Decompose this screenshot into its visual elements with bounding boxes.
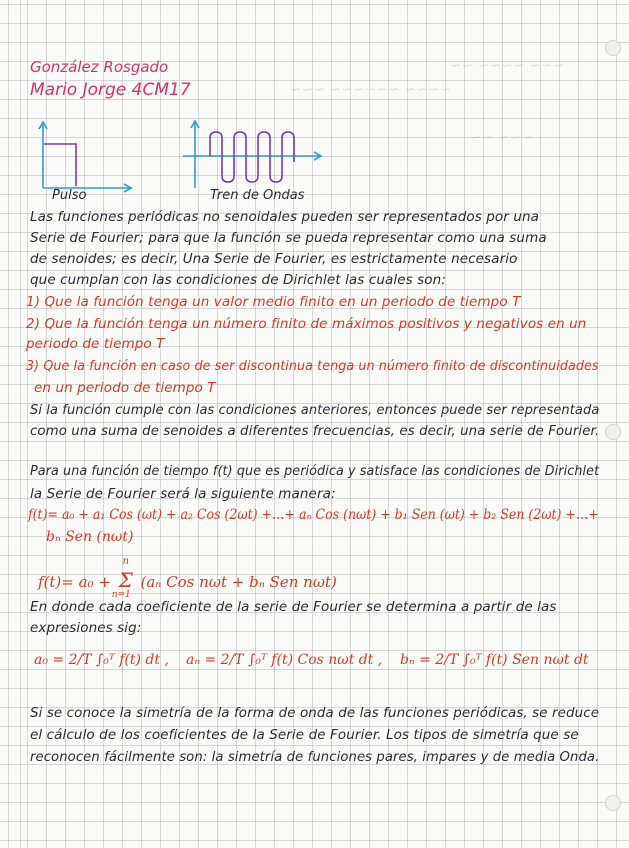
condition-3: 3) Que la función en caso de ser discontinua tenga un número finito de discontinuidades [26,358,599,374]
paragraph-5-line: Si se conoce la simetría de la forma de onda de las funciones periódicas, se reduce [30,705,600,721]
paragraph-4-line: expresiones sig: [30,620,142,636]
fourier-series-expansion: f(t)= a₀ + a₁ Cos (ωt) + a₂ Cos (2ωt) +…+ aₙ Cos (nωt) + b₁ Sen (ωt) + b₂ Sen (2ωt) +…+ [28,507,599,523]
paragraph-2-line: Si la función cumple con las condiciones anteriores, entonces puede ser representada [30,402,600,418]
paragraph-1-line: que cumplan con las condiciones de Dirichlet las cuales son: [30,272,446,288]
bleed-through-mark: ~~~ ~~ [470,130,534,146]
wave-train-waveform [210,132,294,182]
coefficient-bn: bₙ = 2/T ∫₀ᵀ f(t) Sen nωt dt [400,652,589,668]
binder-hole [605,424,621,440]
summation-rhs: (aₙ Cos nωt + bₙ Sen nωt) [140,573,337,591]
wave-train-axes [183,121,321,188]
coefficient-a0: a₀ = 2/T ∫₀ᵀ f(t) dt , [34,652,169,668]
paragraph-1-line: Las funciones periódicas no senoidales pueden ser representados por una [30,209,539,225]
paragraph-1-line: Serie de Fourier; para que la función se pueda representar como una suma [30,230,547,246]
pulse-axes [39,122,131,192]
condition-3-continued: en un periodo de tiempo T [34,380,216,396]
paragraph-4-line: En donde cada coeficiente de la serie de Fourier se determina a partir de las [30,599,557,615]
paragraph-5-line: reconocen fácilmente son: la simetría de funciones pares, impares y de media Onda. [30,749,600,765]
paragraph-2-line: como una suma de senoides a diferentes frecuencias, es decir, una serie de Fourier. [30,423,600,439]
fourier-series-summation [38,556,337,600]
summation-lhs: f(t)= a₀ + [38,573,116,591]
wave-train-figure [180,118,330,198]
summation-upper-limit: n [122,556,129,567]
coefficient-an: aₙ = 2/T ∫₀ᵀ f(t) Cos nωt dt , [186,652,383,668]
wave-train-label: Tren de Ondas [210,188,305,203]
margin-line [20,0,21,848]
summation-symbol: Σ [118,568,133,592]
paragraph-3-line: Para una función de tiempo f(t) que es periódica y satisface las condiciones de Dirichlet [30,463,600,479]
bleed-through-mark: ~~~ ~~~~ ~~ [450,58,565,74]
paragraph-3-line: la Serie de Fourier será la siguiente manera: [30,486,336,502]
binder-hole [605,40,621,56]
pulse-label: Pulso [52,188,87,203]
condition-1: 1) Que la función tenga un valor medio finito en un periodo de tiempo T [26,294,521,310]
condition-2-continued: periodo de tiempo T [26,336,165,352]
fourier-series-expansion-continued: bₙ Sen (nωt) [46,529,134,545]
summation-sign [111,556,136,600]
paragraph-5-line: el cálculo de los coeficientes de la Serie de Fourier. Los tipos de simetría que se [30,727,579,743]
summation-lower-limit: n=1 [111,590,131,600]
bleed-through-mark: ~~~~ ~~~~~~ ~~~ [290,82,452,98]
author-surname: González Rosgado [30,58,169,76]
pulse-waveform [44,144,76,186]
condition-2: 2) Que la función tenga un número finito de máximos positivos y negativos en un [26,316,587,332]
binder-hole [605,795,621,811]
author-name-group: Mario Jorge 4CM17 [30,80,191,100]
paragraph-1-line: de senoides; es decir, Una Serie de Fourier, es estrictamente necesario [30,251,518,267]
